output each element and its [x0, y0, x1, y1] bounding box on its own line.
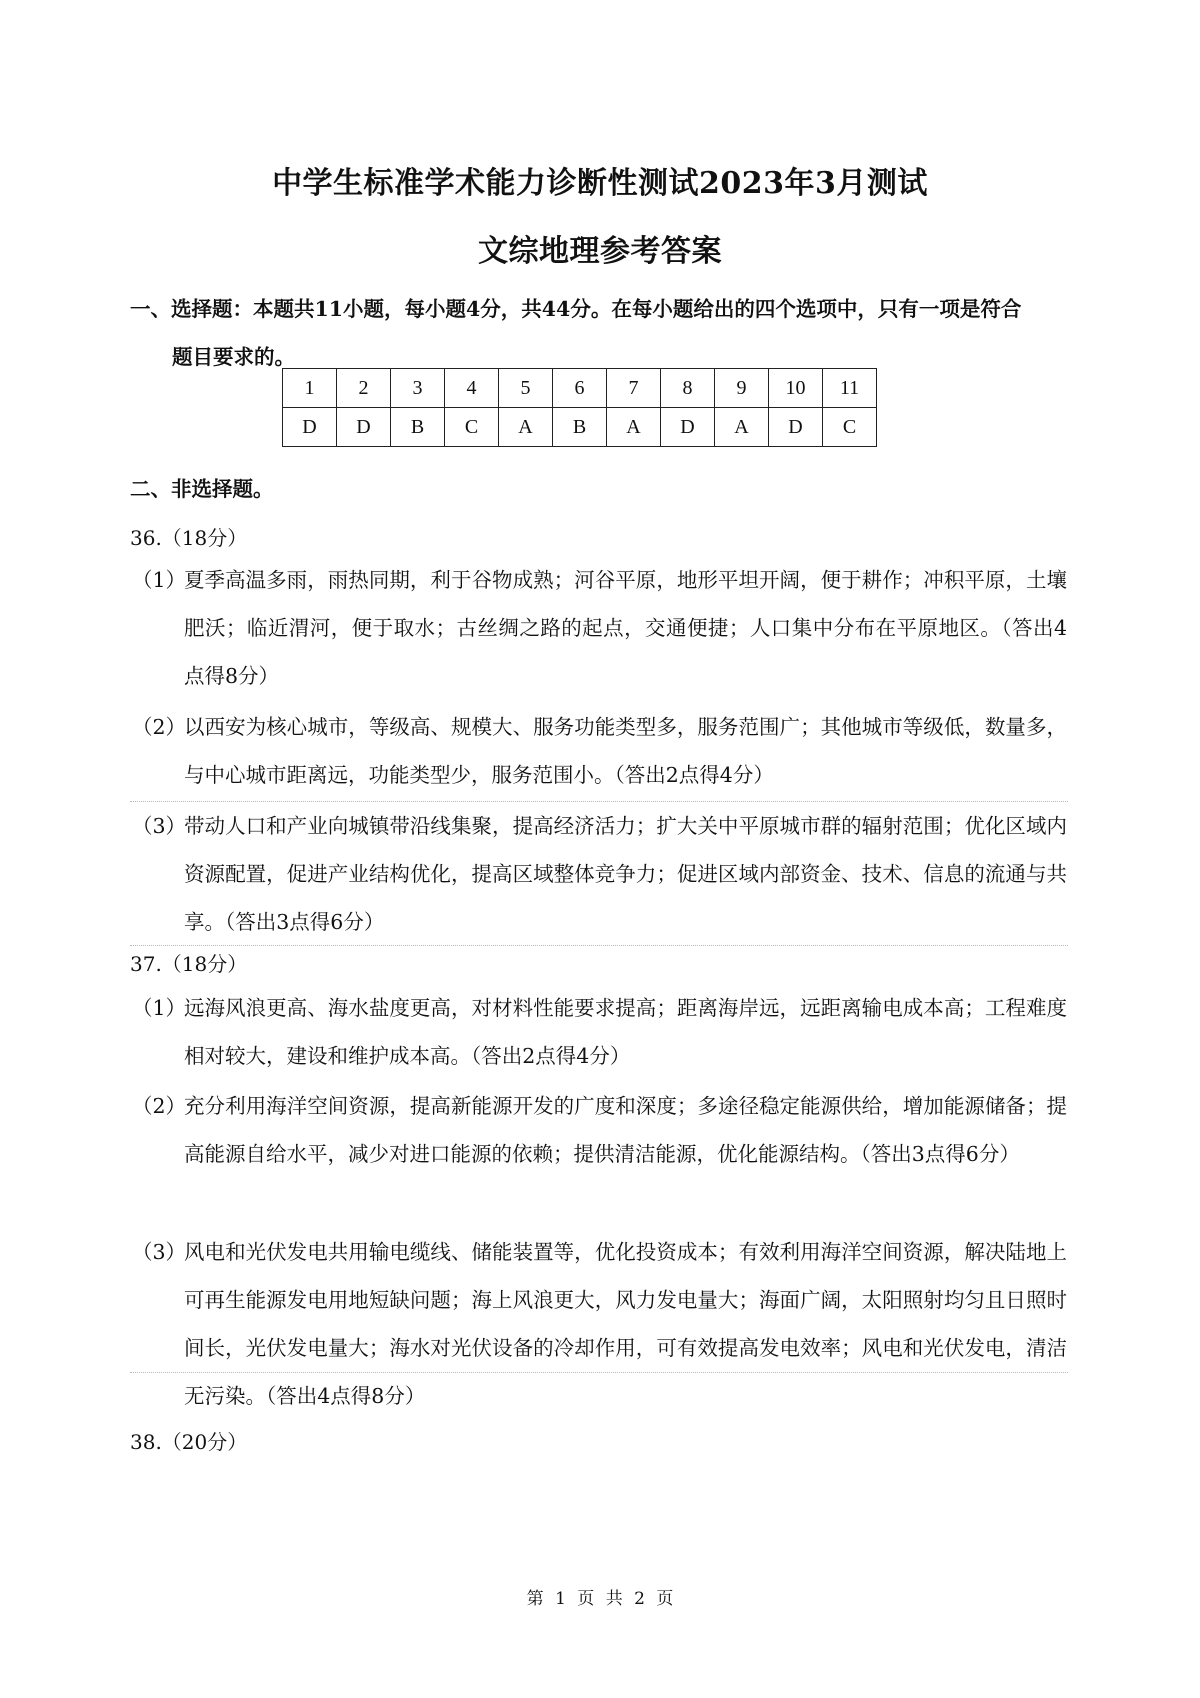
answer-choice: C: [445, 408, 499, 447]
q37-item-3: [132, 1228, 1067, 1420]
item-text: 远海风浪更高、海水盐度更高，对材料性能要求提高；距离海岸远，远距离输电成本高；工程难度相对较大，建设和维护成本高。（答出2点得4分）: [184, 996, 1067, 1068]
answer-choice: D: [337, 408, 391, 447]
answer-choice: D: [769, 408, 823, 447]
item-label: （2）: [132, 1094, 187, 1118]
question-37-header: 37.（18分）: [130, 952, 248, 976]
question-number: 4: [445, 369, 499, 408]
answer-numbers-row: [283, 369, 877, 408]
question-number: 10: [769, 369, 823, 408]
item-label: （2）: [132, 715, 187, 739]
section-1-heading: [130, 285, 1070, 381]
page-subtitle: 文综地理参考答案: [478, 234, 722, 269]
answer-choice: D: [283, 408, 337, 447]
question-number: 3: [391, 369, 445, 408]
item-label: （1）: [132, 568, 187, 592]
section-1-line-2: 题目要求的。: [172, 345, 295, 369]
q36-item-1: [132, 556, 1067, 700]
question-number: 1: [283, 369, 337, 408]
section-2-heading: 二、非选择题。: [130, 477, 274, 501]
answer-choice: B: [391, 408, 445, 447]
item-text: 以西安为核心城市，等级高、规模大、服务功能类型多，服务范围广；其他城市等级低，数量多，与中心城市距离远，功能类型少，服务范围小。（答出2点得4分）: [184, 715, 1067, 787]
page-footer: 第 1 页 共 2 页: [526, 1589, 674, 1609]
q37-item-2: [132, 1082, 1067, 1178]
answer-choice: B: [553, 408, 607, 447]
question-38-header: 38.（20分）: [130, 1430, 248, 1454]
item-label: （3）: [132, 1240, 187, 1264]
question-number: 9: [715, 369, 769, 408]
item-text: 风电和光伏发电共用输电缆线、储能装置等，优化投资成本；有效利用海洋空间资源，解决陆地上可再生能源发电用地短缺问题；海上风浪更大，风力发电量大；海面广阔，太阳照射均匀且日照时间长，光伏发电量大；海水对光伏设备的冷却作用，可有效提高发电效率；风电和光伏发电，清洁无污染。（答出4点得8分）: [184, 1240, 1067, 1408]
q36-item-2: [132, 703, 1067, 799]
answer-choice: D: [661, 408, 715, 447]
page-title: 中学生标准学术能力诊断性测试2023年3月测试: [272, 166, 928, 201]
answer-choice: A: [499, 408, 553, 447]
item-label: （3）: [132, 814, 187, 838]
section-1-line-1: 一、选择题：本题共11小题，每小题4分，共44分。在每小题给出的四个选项中，只有一项是符合: [130, 297, 1022, 321]
item-text: 充分利用海洋空间资源，提高新能源开发的广度和深度；多途径稳定能源供给，增加能源储备；提高能源自给水平，减少对进口能源的依赖；提供清洁能源，优化能源结构。（答出3点得6分）: [184, 1094, 1067, 1166]
item-text: 带动人口和产业向城镇带沿线集聚，提高经济活力；扩大关中平原城市群的辐射范围；优化区域内资源配置，促进产业结构优化，提高区域整体竞争力；促进区域内部资金、技术、信息的流通与共享。（答出3点得6分）: [184, 814, 1067, 934]
question-number: 8: [661, 369, 715, 408]
question-number: 2: [337, 369, 391, 408]
dotted-divider: [130, 1372, 1068, 1373]
item-text: 夏季高温多雨，雨热同期，利于谷物成熟；河谷平原，地形平坦开阔，便于耕作；冲积平原，土壤肥沃；临近渭河，便于取水；古丝绸之路的起点，交通便捷；人口集中分布在平原地区。（答出4点得8分）: [184, 568, 1067, 688]
answer-choice: A: [715, 408, 769, 447]
question-number: 7: [607, 369, 661, 408]
answer-table: [282, 368, 877, 447]
answer-choices-row: [283, 408, 877, 447]
question-36-header: 36.（18分）: [130, 526, 248, 550]
question-number: 5: [499, 369, 553, 408]
answer-choice: C: [823, 408, 877, 447]
question-number: 11: [823, 369, 877, 408]
answer-choice: A: [607, 408, 661, 447]
dotted-divider: [130, 945, 1068, 946]
q36-item-3: [132, 802, 1067, 946]
question-number: 6: [553, 369, 607, 408]
q37-item-1: [132, 984, 1067, 1080]
item-label: （1）: [132, 996, 187, 1020]
